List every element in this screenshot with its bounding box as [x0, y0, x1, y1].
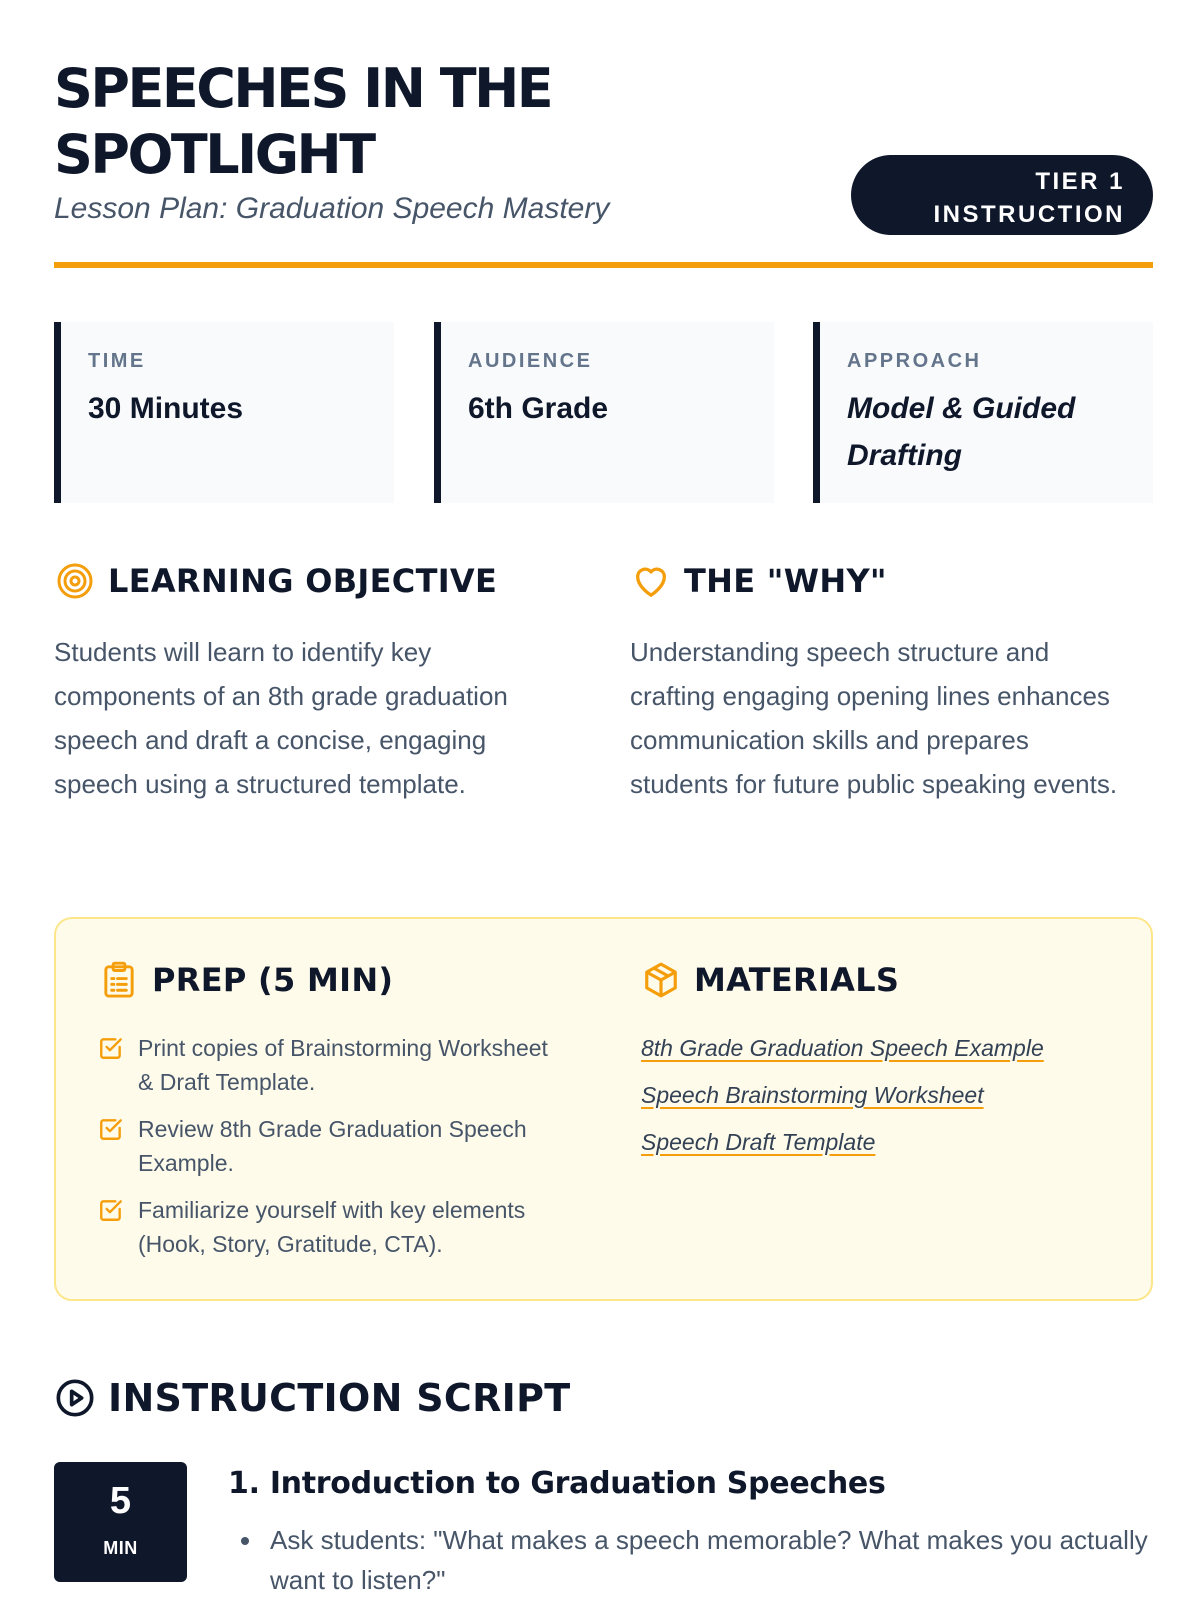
- prep-heading-text: PREP (5 MIN): [152, 961, 394, 999]
- list-item: [98, 1112, 568, 1180]
- info-card-approach: [813, 322, 1153, 503]
- list-item: [98, 1031, 568, 1099]
- info-card-value: 6th Grade: [468, 392, 609, 425]
- info-card-value: 30 Minutes: [88, 392, 244, 425]
- material-link-draft-template[interactable]: Speech Draft Template: [641, 1129, 876, 1155]
- info-card-value: Model & Guided Drafting: [847, 392, 1076, 472]
- step-time-value: 5: [109, 1480, 132, 1522]
- checkbox-checked-icon: [98, 1197, 124, 1223]
- info-card-label: AUDIENCE: [468, 350, 593, 372]
- script-heading-text: INSTRUCTION SCRIPT: [108, 1376, 571, 1420]
- play-circle-icon: [54, 1377, 96, 1419]
- info-cards: [54, 322, 1153, 503]
- why-heading-text: THE "WHY": [684, 562, 887, 600]
- target-icon: [54, 560, 96, 602]
- material-link-brainstorming-worksheet[interactable]: Speech Brainstorming Worksheet: [641, 1082, 984, 1108]
- tier-badge-line1: TIER 1: [1035, 168, 1125, 195]
- prep-materials-panel: [54, 917, 1153, 1301]
- tier-badge: [851, 155, 1153, 235]
- tier-badge-line2: INSTRUCTION: [933, 201, 1125, 228]
- package-icon: [640, 959, 682, 1001]
- list-item: [641, 1125, 1044, 1159]
- lesson-plan-page: [54, 0, 1153, 1595]
- list-item: [98, 1193, 568, 1261]
- list-item: [641, 1031, 1044, 1065]
- step-time-unit: MIN: [103, 1538, 138, 1558]
- prep-item-text: Familiarize yourself with key elements (Hook, Story, Gratitude, CTA).: [138, 1197, 526, 1257]
- heart-icon: [630, 560, 672, 602]
- why-text: Understanding speech structure and crafting engaging opening lines enhances communication skills and prepares students for future public speaking events.: [630, 637, 1118, 799]
- objective-heading: [54, 560, 497, 602]
- checkbox-checked-icon: [98, 1116, 124, 1142]
- list-item: [641, 1078, 1044, 1112]
- prep-item-text: Print copies of Brainstorming Worksheet & Draft Template.: [138, 1035, 548, 1095]
- page-subtitle: Lesson Plan: Graduation Speech Mastery: [54, 192, 610, 225]
- prep-heading: [98, 959, 393, 1001]
- step-bullets: [264, 1520, 1153, 1600]
- step-time-badge: [54, 1462, 187, 1582]
- materials-list: [641, 1031, 1044, 1172]
- objective-heading-text: LEARNING OBJECTIVE: [108, 562, 498, 600]
- why-heading: [630, 560, 887, 602]
- checkbox-checked-icon: [98, 1035, 124, 1061]
- info-card-time: [54, 322, 394, 503]
- material-link-speech-example[interactable]: 8th Grade Graduation Speech Example: [641, 1035, 1044, 1061]
- script-heading: [54, 1376, 570, 1420]
- page-title: SPEECHES IN THE SPOTLIGHT: [54, 57, 552, 186]
- clipboard-icon: [98, 959, 140, 1001]
- header-divider: [54, 262, 1153, 268]
- prep-item-text: Review 8th Grade Graduation Speech Example.: [138, 1116, 527, 1176]
- info-card-audience: [434, 322, 774, 503]
- step-title: 1. Introduction to Graduation Speeches: [228, 1466, 886, 1501]
- list-item: • Ask students: "What makes a speech memorable? What makes you actually want to listen?": [264, 1520, 1153, 1600]
- prep-list: [98, 1031, 568, 1274]
- objective-text: Students will learn to identify key components of an 8th grade graduation speech and draft a concise, engaging speech using a structured template.: [54, 637, 508, 799]
- materials-heading: [640, 959, 899, 1001]
- info-card-label: APPROACH: [847, 350, 982, 372]
- info-card-label: TIME: [88, 350, 146, 372]
- header: [54, 0, 1153, 270]
- materials-heading-text: MATERIALS: [694, 961, 900, 999]
